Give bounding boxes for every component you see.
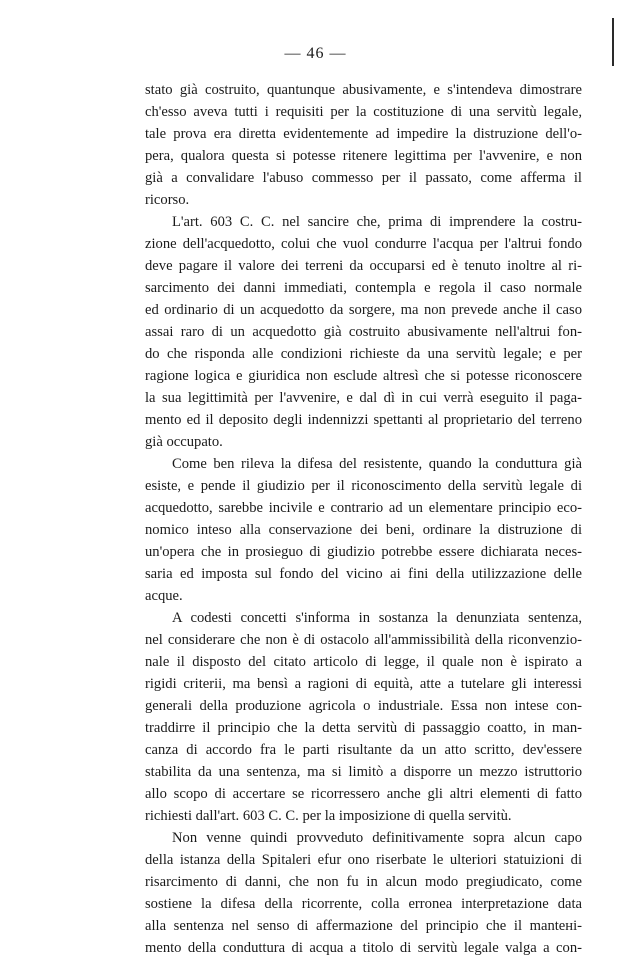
text-line: un'opera che in prosieguo di giudizio potrebbe essere dichiarata neces-: [145, 544, 582, 560]
text-line: mento ed il deposito degli indennizzi spettanti al proprietario del terreno: [145, 412, 582, 428]
text-line: già a convalidare l'abuso commesso per il passato, come afferma il: [145, 170, 582, 186]
text-line: L'art. 603 C. C. nel sancire che, prima di imprendere la costru-: [172, 214, 582, 230]
text-line: ragione logica e giuridica non esclude altresì che si potesse riconoscere: [145, 368, 582, 384]
text-line: esiste, e pende il giudizio per il riconoscimento della servitù legale di: [145, 478, 582, 494]
text-line: nomico inteso alla conservazione dei beni, ordinare la distruzione di: [145, 522, 582, 538]
text-line: saria ed imposta sul fondo del vicino ai fini della utilizzazione delle: [145, 566, 582, 582]
text-line: sarcimento dei danni immediati, contempla e regola il caso normale: [145, 280, 582, 296]
text-line: risarcimento di danni, che non fu in alcun modo pregiudicato, come: [145, 874, 582, 890]
text-line: sostiene la difesa della ricorrente, colla erronea interpretazione data: [145, 896, 582, 912]
text-line: nel considerare che non è di ostacolo all'ammissibilità della riconvenzio-: [145, 632, 582, 648]
text-line: canza di accordo fra le parti risultante da un atto scritto, dev'essere: [145, 742, 582, 758]
text-line: mento della conduttura di acqua a titolo di servitù legale valga a con-: [145, 940, 582, 956]
text-line: traddirre il principio che la detta servitù di passaggio coatto, in man-: [145, 720, 582, 736]
text-line: acque.: [145, 588, 183, 604]
text-line: ch'esso aveva tutti i requisiti per la costituzione di una servitù legale,: [145, 104, 582, 120]
text-line: rigidi criterii, ma bensì a ragioni di equità, atte a tutelare gli interessi: [145, 676, 582, 692]
text-line: alla sentenza nel senso di affermazione del principio che il mantені-: [145, 918, 582, 934]
text-line: nale il disposto del citato articolo di legge, il quale non è ispirato a: [145, 654, 582, 670]
text-line: deve pagare il valore dei terreni da occuparsi ed è tenuto inoltre al ri-: [145, 258, 582, 274]
page-number: — 46 —: [284, 45, 347, 62]
text-line: allo scopo di accertare se ricorressero anche gli altri elementi di fatto: [145, 786, 582, 802]
text-line: tale prova era diretta evidentemente ad impedire la distruzione dell'o-: [145, 126, 582, 142]
text-line: già occupato.: [145, 434, 223, 450]
text-line: stabilita da una sentenza, ma si limitò a disporre un mezzo istruttorio: [145, 764, 582, 780]
text-line: generali della produzione agricola o industriale. Essa non intese con-: [145, 698, 582, 714]
text-line: ed ordinario di un acquedotto da sorgere, ma non prevede anche il caso: [145, 302, 582, 318]
text-line: do che risponda alle condizioni richieste da una servitù legale; e per: [145, 346, 582, 362]
text-line: Non venne quindi provveduto definitivamente sopra alcun capo: [172, 830, 582, 846]
text-line: acquedotto, sarebbe incivile e contrario ad un elementare principio eco-: [145, 500, 582, 516]
text-line: la sua legittimità per l'avvenire, e dal dì in cui verrà eseguito il paga-: [145, 390, 582, 406]
text-line: stato già costruito, quantunque abusivamente, e s'intendeva dimostrare: [145, 82, 582, 98]
text-line: richiesti dall'art. 603 C. C. per la imposizione di quella servitù.: [145, 808, 512, 824]
text-line: pera, qualora questa si potesse ritenere legittima per l'avvenire, e non: [145, 148, 582, 164]
text-line: ricorso.: [145, 192, 190, 208]
text-line: assai raro di un acquedotto già costruito abusivamente nell'altrui fon-: [145, 324, 582, 340]
text-line: zione dell'acquedotto, colui che vuol condurre l'acqua per l'altrui fondo: [145, 236, 582, 252]
text-line: della istanza della Spitaleri efur ono riserbate le ulteriori statuizioni di: [145, 852, 582, 868]
text-line: Come ben rileva la difesa del resistente, quando la conduttura già: [172, 456, 582, 472]
text-line: A codesti concetti s'informa in sostanza la denunziata sentenza,: [172, 610, 582, 626]
